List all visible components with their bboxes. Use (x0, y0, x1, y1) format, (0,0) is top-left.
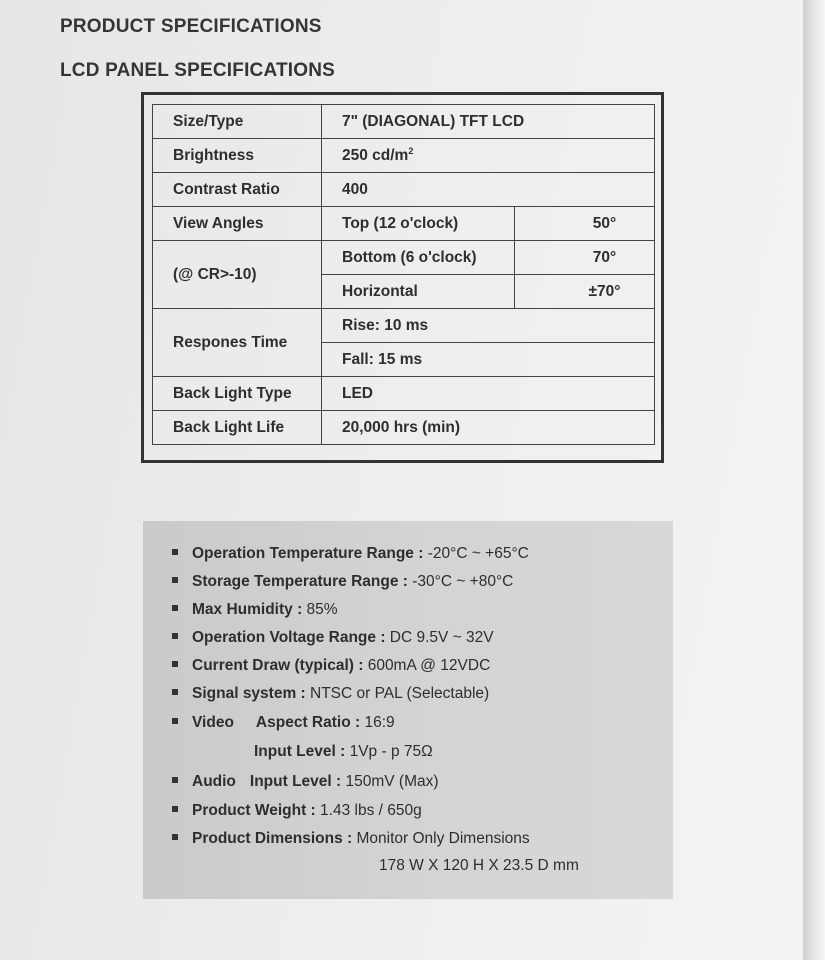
table-row (153, 377, 655, 411)
horizontal-angle-value: ±70° (515, 275, 655, 309)
bullet-icon (172, 689, 178, 695)
bullet-icon (172, 605, 178, 611)
audio-item: Audio Input Level : 150mV (Max) (172, 773, 439, 791)
bullet-icon (172, 777, 178, 783)
bullet-icon (172, 718, 178, 724)
voltage-item: Operation Voltage Range : DC 9.5V ~ 32V (172, 629, 494, 647)
signal-item: Signal system : NTSC or PAL (Selectable) (172, 685, 489, 703)
bottom-angle-value: 70° (515, 241, 655, 275)
section-title: LCD PANEL SPECIFICATIONS (60, 60, 336, 81)
backlight-type-label: Back Light Type (153, 377, 322, 411)
rise-time: Rise: 10 ms (322, 309, 655, 343)
brightness-label: Brightness (153, 139, 322, 173)
size-label: Size/Type (153, 105, 322, 139)
size-value: 7" (DIAGONAL) TFT LCD (322, 105, 655, 139)
table-row (153, 241, 655, 275)
bullet-icon (172, 633, 178, 639)
page-title: PRODUCT SPECIFICATIONS (60, 16, 322, 37)
table-row (153, 173, 655, 207)
table-row (153, 139, 655, 173)
brightness-exponent: 2 (408, 145, 414, 156)
dimensions-item: Product Dimensions : Monitor Only Dimensions (172, 830, 530, 848)
fall-time: Fall: 15 ms (322, 343, 655, 377)
table-row (153, 411, 655, 445)
weight-item: Product Weight : 1.43 lbs / 650g (172, 802, 422, 820)
table-row (153, 105, 655, 139)
backlight-life-label: Back Light Life (153, 411, 322, 445)
view-angles-label: View Angles (153, 207, 322, 241)
video-input-level: Input Level : 1Vp - p 75Ω (254, 743, 433, 760)
storage-temp-item: Storage Temperature Range : -30°C ~ +80°C (172, 573, 513, 591)
top-angle-value: 50° (515, 207, 655, 241)
contrast-value: 400 (322, 173, 655, 207)
backlight-type-value: LED (322, 377, 655, 411)
bullet-icon (172, 661, 178, 667)
bullet-icon (172, 806, 178, 812)
view-condition: (@ CR>-10) (153, 241, 322, 309)
backlight-life-value: 20,000 hrs (min) (322, 411, 655, 445)
bullet-icon (172, 577, 178, 583)
table-row (153, 309, 655, 343)
contrast-label: Contrast Ratio (153, 173, 322, 207)
horizontal-angle-label: Horizontal (322, 275, 515, 309)
bullet-icon (172, 834, 178, 840)
lcd-spec-table (152, 104, 655, 445)
top-angle-label: Top (12 o'clock) (322, 207, 515, 241)
response-time-label: Respones Time (153, 309, 322, 377)
current-item: Current Draw (typical) : 600mA @ 12VDC (172, 657, 490, 675)
table-row (153, 207, 655, 241)
page-edge-shadow (803, 0, 825, 960)
brightness-number: 250 cd/m (342, 147, 409, 165)
humidity-item: Max Humidity : 85% (172, 601, 338, 619)
bullet-icon (172, 549, 178, 555)
brightness-value (322, 139, 655, 173)
video-item: Video Aspect Ratio : 16:9 (172, 714, 395, 732)
op-temp-item: Operation Temperature Range : -20°C ~ +65°C (172, 545, 529, 563)
bottom-angle-label: Bottom (6 o'clock) (322, 241, 515, 275)
dimensions-detail: 178 W X 120 H X 23.5 D mm (379, 857, 579, 874)
